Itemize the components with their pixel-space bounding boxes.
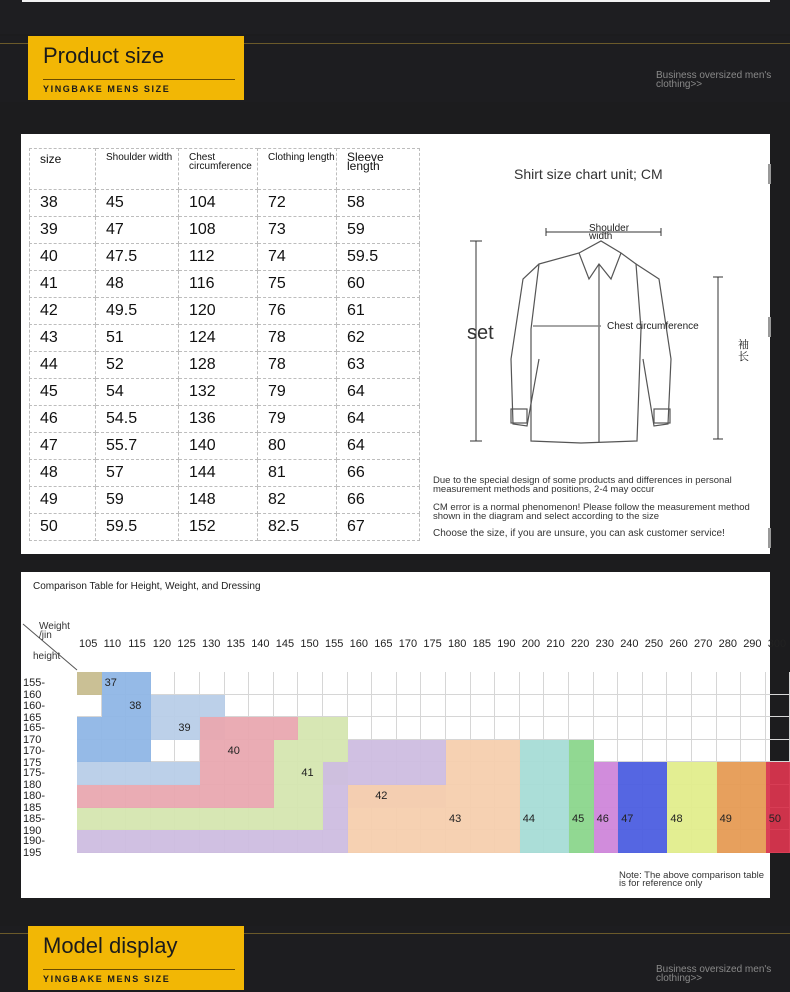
- size-block-44: [520, 740, 569, 853]
- size-label: 43: [449, 812, 462, 825]
- weight-header: 155: [325, 638, 344, 650]
- weight-header: 125: [177, 638, 196, 650]
- size-block-39: [77, 762, 200, 785]
- size-label: 37: [104, 677, 117, 689]
- height-row-label: 155-160: [23, 677, 46, 701]
- size-block-43: [348, 785, 520, 853]
- table-header-row: [30, 149, 420, 190]
- brand-subtitle: YINGBAKE MENS SIZE: [43, 84, 171, 94]
- size-label: 45: [572, 812, 585, 825]
- size-label: 47: [621, 812, 634, 825]
- top-strip: [0, 0, 790, 34]
- size-label: 48: [670, 812, 683, 825]
- table-row: 46 54.5 136 79 64: [30, 406, 420, 433]
- size-block-37: [77, 672, 102, 695]
- height-row-label: 180-185: [23, 790, 46, 814]
- size-block-46: [594, 762, 619, 852]
- shirt-size-panel: [21, 134, 770, 554]
- weight-header: 220: [571, 638, 590, 650]
- table-row: 48 57 144 81 66: [30, 460, 420, 487]
- table-row: 43 51 124 78 62: [30, 325, 420, 352]
- weight-header: 180: [448, 638, 467, 650]
- size-block-50: [766, 762, 790, 852]
- comparison-note: Note: The above comparison table is for reference only: [619, 870, 765, 889]
- size-label: 41: [301, 767, 314, 780]
- size-label: 39: [178, 722, 191, 735]
- weight-header: 150: [300, 638, 319, 650]
- section-badge: [28, 926, 244, 990]
- weight-header: 300: [767, 638, 787, 650]
- header-shoulder: Shoulder width: [96, 149, 179, 190]
- section-header-product-size: [0, 36, 790, 102]
- corner-height-label: height: [33, 651, 61, 662]
- weight-header: 250: [644, 638, 664, 650]
- weight-header: 280: [718, 638, 737, 650]
- section-title: Product size: [43, 43, 165, 68]
- comparison-panel: [21, 572, 787, 898]
- size-block-42: [323, 808, 348, 831]
- chest-label: Chest circumference: [607, 321, 699, 332]
- height-row-label: 160-165: [23, 699, 46, 724]
- section-badge: [28, 36, 244, 100]
- size-block-41: [298, 717, 347, 740]
- weight-header: 105: [79, 638, 98, 650]
- note-customer-service: Choose the size, if you are unsure, you can ask customer service!: [433, 528, 725, 539]
- size-label: 40: [227, 744, 240, 757]
- table-row: 47 55.7 140 80 64: [30, 433, 420, 460]
- weight-header: 130: [202, 638, 221, 650]
- table-row: 41 48 116 75 60: [30, 271, 420, 298]
- size-block-48: [667, 762, 716, 852]
- table-row: 45 54 132 79 64: [30, 379, 420, 406]
- size-block-38: [102, 695, 151, 718]
- header-size: size: [30, 149, 96, 190]
- size-label: 46: [596, 812, 609, 825]
- weight-header: 110: [103, 638, 122, 650]
- weight-header: 160: [349, 638, 368, 650]
- weight-header: 115: [128, 638, 146, 650]
- size-label: 42: [375, 790, 388, 802]
- size-block-42: [77, 830, 348, 853]
- weight-header: 135: [226, 638, 245, 650]
- length-label: set: [467, 322, 494, 344]
- sleeve-label: 袖长: [738, 339, 749, 363]
- height-row-label: 165-170: [23, 722, 46, 747]
- weight-header: 260: [669, 638, 688, 650]
- size-label: 38: [129, 699, 142, 712]
- right-sleeve: [636, 264, 671, 426]
- size-block-45: [569, 740, 594, 853]
- size-block-38: [77, 717, 151, 762]
- side-link-text[interactable]: Business oversized men's clothing>>: [656, 70, 772, 90]
- size-block-42: [348, 740, 446, 763]
- size-block-40: [200, 717, 298, 740]
- comparison-title: Comparison Table for Height, Weight, and Dressing: [33, 581, 261, 592]
- weight-header: 165: [374, 638, 393, 650]
- header-chest: Chest circumference: [179, 149, 258, 190]
- weight-header: 240: [620, 638, 639, 650]
- weight-header: 145: [275, 638, 295, 650]
- size-block-39: [151, 695, 225, 718]
- corner-weight-label: Weight /jin: [39, 621, 70, 641]
- size-block-43: [446, 740, 520, 785]
- table-row: 38 45 104 72 58: [30, 190, 420, 217]
- weight-header: 230: [595, 638, 614, 650]
- size-block-47: [618, 762, 667, 852]
- size-label: 50: [768, 812, 782, 825]
- height-row-label: 190-195: [23, 835, 46, 860]
- left-sleeve: [511, 264, 539, 426]
- weight-header: 290: [743, 638, 762, 650]
- section-header-model-display: [0, 926, 790, 992]
- weight-header: 190: [497, 638, 516, 650]
- size-block-41: [77, 808, 323, 831]
- weight-header: 120: [152, 638, 172, 650]
- shoulder-label: Shoulder width: [589, 223, 630, 242]
- weight-header: 175: [423, 638, 442, 650]
- note-error: CM error is a normal phenomenon! Please follow the measurement method shown in the diagram and select according to the size: [433, 502, 750, 522]
- shirt-diagram: [461, 219, 761, 449]
- note-measurement: Due to the special design of some products and differences in personal measurement methods and positions, 2-4 may occur: [433, 475, 732, 495]
- table-row: 44 52 128 78 63: [30, 352, 420, 379]
- table-row: 50 59.5 152 82.5 67: [30, 514, 420, 541]
- height-row-label: 170-175: [23, 744, 46, 769]
- height-row-label: 185-190: [23, 812, 46, 837]
- weight-header: 140: [251, 638, 270, 650]
- size-label: 49: [719, 812, 732, 825]
- shirt-collar: [579, 253, 621, 279]
- side-link-text[interactable]: Business oversized men's clothing>>: [656, 964, 772, 984]
- weight-header: 170: [398, 638, 418, 650]
- size-block-40: [77, 785, 274, 808]
- size-block-49: [717, 762, 766, 852]
- shirt-size-table: [29, 148, 420, 541]
- table-row: 42 49.5 120 76 61: [30, 298, 420, 325]
- weight-header: 185: [472, 638, 491, 650]
- header-sleeve: Sleeve length: [337, 149, 420, 190]
- table-row: 40 47.5 112 74 59.5: [30, 244, 420, 271]
- size-block-41: [274, 785, 323, 808]
- weight-header: 200: [521, 638, 541, 650]
- weight-header: 210: [546, 638, 565, 650]
- size-label: 44: [522, 812, 536, 825]
- height-row-label: 175-180: [23, 767, 46, 792]
- table-row: 49 59 148 82 66: [30, 487, 420, 514]
- section-title: Model display: [43, 933, 178, 958]
- brand-subtitle: YINGBAKE MENS SIZE: [43, 974, 171, 984]
- header-length: Clothing length: [258, 149, 337, 190]
- diagram-title: Shirt size chart unit; CM: [514, 166, 663, 182]
- weight-header: 270: [694, 638, 713, 650]
- table-row: 39 47 108 73 59: [30, 217, 420, 244]
